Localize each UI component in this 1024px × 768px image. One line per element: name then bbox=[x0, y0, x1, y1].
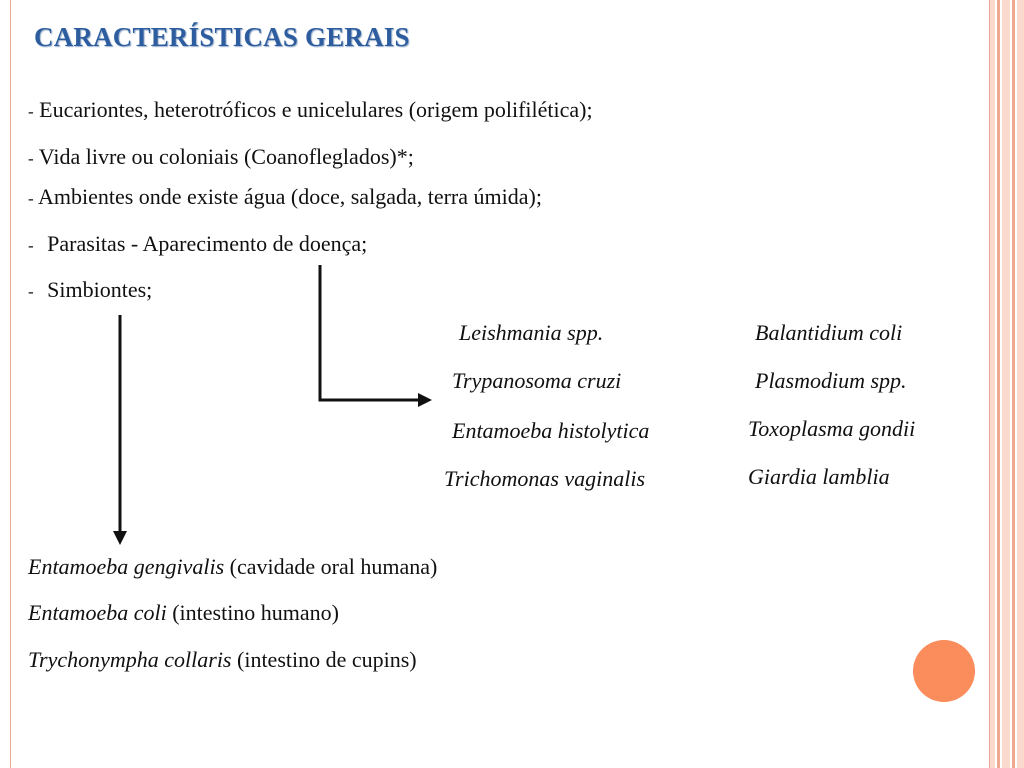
bullet-text: Vida livre ou coloniais (Coanofleglados)*; bbox=[38, 144, 414, 169]
bullet-dash: - bbox=[28, 236, 34, 255]
bullet-dash: - bbox=[28, 189, 34, 208]
bullet-text: Eucariontes, heterotróficos e unicelulares (origem polifilética); bbox=[39, 97, 593, 122]
bullet-text: Simbiontes; bbox=[47, 277, 153, 302]
symbiont-example bbox=[28, 554, 437, 580]
parasite-species: Giardia lamblia bbox=[748, 464, 890, 489]
symbiont-name: Entamoeba gengivalis bbox=[28, 554, 225, 579]
symbiont-habitat: (cavidade oral humana) bbox=[229, 554, 438, 579]
parasite-species: Toxoplasma gondii bbox=[748, 416, 916, 441]
bullet-text: Parasitas - Aparecimento de doença; bbox=[47, 231, 368, 256]
symbiont-example bbox=[28, 647, 417, 673]
parasite-species: Balantidium coli bbox=[755, 320, 903, 345]
parasite-species: Trichomonas vaginalis bbox=[444, 466, 646, 491]
parasite-species: Leishmania spp. bbox=[459, 320, 604, 345]
symbiont-name: Trychonympha collaris bbox=[28, 647, 232, 672]
parasite-species: Trypanosoma cruzi bbox=[452, 368, 622, 393]
decorative-dot bbox=[913, 640, 975, 702]
elbow-arrow-right-icon bbox=[320, 265, 432, 407]
symbiont-example bbox=[28, 600, 339, 626]
symbiont-name: Entamoeba coli bbox=[28, 600, 167, 625]
bullet-text: Ambientes onde existe água (doce, salgada, terra úmida); bbox=[37, 184, 542, 209]
slide-title: CARACTERÍSTICAS GERAIS bbox=[34, 22, 410, 52]
parasite-species: Entamoeba histolytica bbox=[452, 418, 650, 443]
bullet-dash: - bbox=[28, 282, 34, 301]
parasite-species: Plasmodium spp. bbox=[755, 368, 907, 393]
bullet-dash: - bbox=[28, 102, 34, 121]
arrow-down-icon bbox=[113, 315, 127, 545]
symbiont-habitat: (intestino humano) bbox=[172, 600, 340, 625]
symbiont-habitat: (intestino de cupins) bbox=[237, 647, 417, 672]
bullet-dash: - bbox=[28, 149, 34, 168]
